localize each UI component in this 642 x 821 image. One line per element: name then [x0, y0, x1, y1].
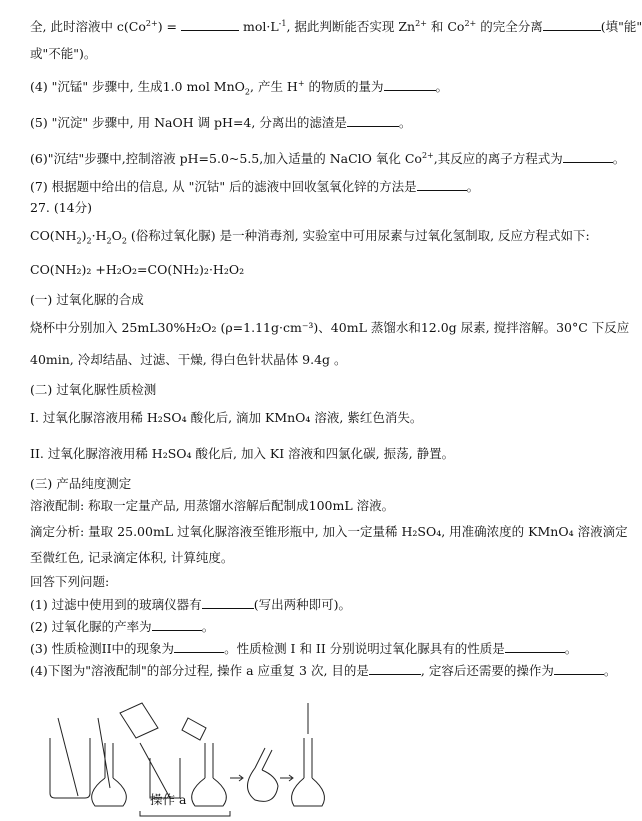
question-6: (6)"沉结"步骤中,控制溶液 pH=5.0~5.5,加入适量的 NaClO 氧化 $Co^{2+}$,其反应的离子方程式为 。	[30, 150, 626, 166]
answer-blank[interactable]	[563, 150, 613, 163]
question-5: (5) "沉淀" 步骤中, 用 NaOH 调 pH=4, 分离出的滤渣是 。	[30, 115, 412, 130]
volumetric-flask-icon	[248, 748, 279, 801]
question-4: (4) "沉锰" 步骤中, 生成1.0 mol MnO$_2$, 产生 H+ 的物质的量为 。	[30, 78, 449, 97]
question-27-heading: 27. (14分)	[30, 200, 93, 215]
answer-blank[interactable]	[543, 18, 601, 31]
paragraph-line: 滴定分析: 量取 25.00mL 过氧化脲溶液至锥形瓶中, 加入一定量稀 H₂SO₄, 用准确浓度的 KMnO₄ 溶液滴定	[30, 524, 628, 539]
glass-rod-icon	[58, 718, 78, 796]
answer-blank[interactable]	[152, 618, 202, 631]
answer-line: (1) 过滤中使用到的玻璃仪器有 (写出两种即可)。	[30, 597, 351, 612]
answer-blank[interactable]	[417, 178, 467, 191]
answer-blank[interactable]	[554, 662, 604, 675]
section-heading: (一) 过氧化脲的合成	[30, 292, 144, 307]
answer-blank[interactable]	[505, 640, 565, 653]
wash-bottle-icon	[182, 718, 206, 740]
answer-line: (2) 过氧化脲的产率为 。	[30, 619, 215, 634]
answer-blank[interactable]	[384, 78, 436, 91]
paragraph-line: 溶液配制: 称取一定量产品, 用蒸馏水溶解后配制成100mL 溶液。	[30, 498, 395, 513]
answer-blank[interactable]	[202, 596, 254, 609]
answer-blank[interactable]	[369, 662, 421, 675]
figure-caption: 操作 a	[150, 792, 187, 807]
test-line: I. 过氧化脲溶液用稀 H₂SO₄ 酸化后, 滴加 KMnO₄ 溶液, 紫红色消失。	[30, 410, 423, 425]
text-line: 全, 此时溶液中 $c(Co^{2+}) = mol\cdot L^{-1}$, 据此判断能否实现 $Zn^{2+}$ 和 $Co^{2+}$ 的完全分离 (填"能"	[30, 18, 642, 34]
beaker-icon	[50, 738, 90, 798]
section-heading: (二) 过氧化脲性质检测	[30, 382, 157, 397]
answer-blank[interactable]	[174, 640, 224, 653]
test-line: II. 过氧化脲溶液用稀 H₂SO₄ 酸化后, 加入 KI 溶液和四氯化碳, 振荡, 静置。	[30, 446, 455, 461]
volumetric-flask-icon	[192, 778, 227, 806]
equation: CO(NH₂)₂ +H₂O₂=CO(NH₂)₂·H₂O₂	[30, 262, 245, 277]
paragraph-line: 40min, 冷却结晶、过滤、干燥, 得白色针状晶体 9.4g 。	[30, 352, 347, 367]
bracket	[140, 811, 230, 816]
glass-rod-icon	[98, 718, 110, 788]
paragraph-line: 烧杯中分别加入 25mL30%H₂O₂ (ρ=1.11g·cm⁻³)、40mL 蒸馏水和12.0g 尿素, 搅拌溶解。30°C 下反应	[30, 320, 630, 335]
answer-blank[interactable]	[347, 114, 399, 127]
answer-line: (3) 性质检测II中的现象为 。性质检测 I 和 II 分别说明过氧化脲具有的性质是 。	[30, 641, 578, 656]
paragraph-line: 回答下列问题:	[30, 574, 110, 589]
answer-blank[interactable]	[181, 18, 239, 31]
answer-line: (4)下图为"溶液配制"的部分过程, 操作 a 应重复 3 次, 目的是 , 定容后还需要的操作为 。	[30, 663, 617, 678]
text-line: 或"不能")。	[30, 46, 97, 61]
intro-line: $CO(NH_2)_2\cdot H_2O_2$ (俗称过氧化脲) 是一种消毒剂, 实验室中可用尿素与过氧化氢制取, 反应方程式如下:	[30, 228, 590, 246]
paragraph-line: 至微红色, 记录滴定体积, 计算纯度。	[30, 550, 234, 565]
beaker-icon	[120, 703, 158, 738]
question-7: (7) 根据题中给出的信息, 从 "沉钴" 后的滤液中回收氢氧化锌的方法是 。	[30, 179, 480, 194]
section-heading: (三) 产品纯度测定	[30, 476, 132, 491]
volumetric-flask-icon	[292, 778, 325, 806]
